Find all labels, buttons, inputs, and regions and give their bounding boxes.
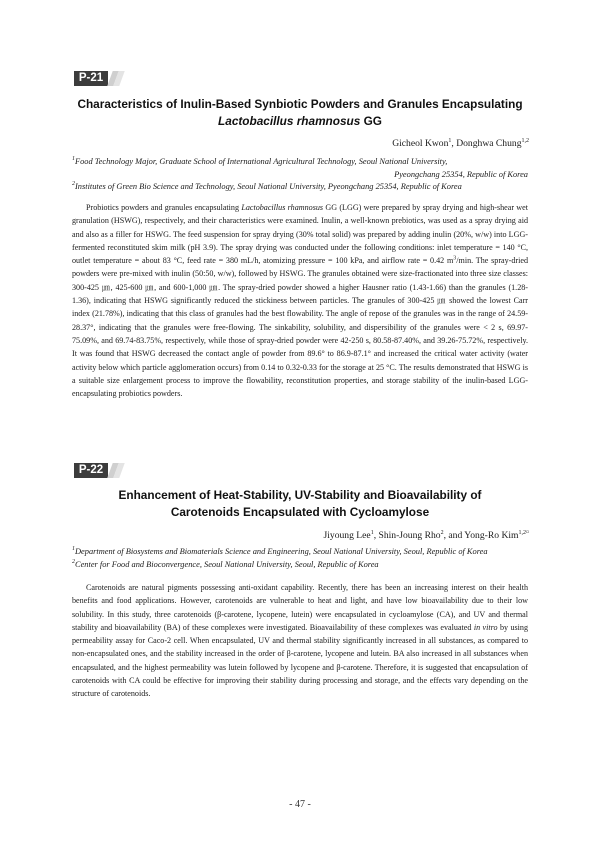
author-affiliation-mark: 1	[448, 137, 452, 144]
affiliation-text: Institutes of Green Bio Science and Technology, Seoul National University, Pyeongchang 25354, Republic of Korea	[75, 182, 462, 192]
affiliation-line	[72, 156, 528, 169]
superscript: 3	[453, 255, 457, 262]
affiliation-mark: 2	[72, 181, 75, 188]
affiliation-text: Department of Biosystems and Biomaterials Science and Engineering, Seoul National University, Seoul, Republic of Korea	[75, 547, 488, 556]
author-affiliation-mark: 1,2¤	[518, 529, 529, 536]
body-text: GG (LGG) were prepared by spray drying and high-shear wet granulation (HSWG), respectively, and their characteristics were examined. Inulin, a well-known prebiotics, was used as a spray drying aid and also as a filler for HSWG. The feed suspension for spray drying (30% total solid) was prepared by adding inulin (20%, w/w) into LGG-fermented reconstituted skim milk (pH 3.9). The spray drying was conducted under the following conditions: inlet temperature = 140 °C, outlet temperature = about 83 °C, feed rate = 380 mL/h, atomizing pressure = 100 kPa, and airflow rate = 0.42 m	[72, 203, 528, 266]
abstract-badge	[74, 463, 120, 478]
italic-term: Lactobacillus rhamnosus	[241, 203, 324, 212]
body-text: Carotenoids are natural pigments possessing anti-oxidant capability. Recently, there has been an increasing interest on their health benefits and food applications. However, carotenoids are vulnerable to heat and light, and have low bioavailability due to their low solubility. In this study, three carotenoids (β-carotene, lycopene, lutein) were encapsulated in cycloamylose (CA), and UV and thermal stability and bioavailability (BA) of these complexes were investigated. Bioavailability of these complexes was evaluated	[72, 583, 528, 632]
italic-term: in vitro	[473, 622, 498, 632]
body-text: by using permeability assay for Caco-2 cell. When encapsulated, UV and thermal stability significantly increased in all substances, as compared to non-encapsulated ones, and the stability increased in the order of β-carotene, lycopene and lutein. BA also increased in all substances when encapsulated, and the highest permeability was lutein followed by lycopene and β-carotene. Therefore, it is suggested that encapsulation of carotenoids with CA could be effective for improving their stability during processing and storage, and the effects vary depending on the structure of carotenoids.	[72, 622, 529, 699]
title-line	[60, 113, 540, 130]
author-list: Jiyoung Lee$^1$, Shin-Joung Rho$^2$, and Yong-Ro Kim$^{1,2¤}$	[323, 529, 529, 541]
affiliation-list	[72, 156, 528, 194]
affiliation-line	[72, 559, 528, 572]
abstract-body	[72, 581, 528, 701]
abstract-number: P-22	[78, 464, 104, 476]
author-affiliation-mark: 1	[370, 529, 374, 536]
author-affiliation-mark: 2	[440, 529, 444, 536]
affiliation-mark: 2	[72, 558, 75, 565]
abstract-number: P-21	[78, 72, 104, 84]
abstract-title	[60, 487, 540, 521]
affiliation-line	[72, 546, 528, 559]
affiliation-text: Center for Food and Bioconvergence, Seoul National University, Seoul, Republic of Korea	[75, 559, 379, 569]
author-name: Yong-Ro Kim	[464, 530, 519, 541]
affiliation-mark: 1	[72, 156, 75, 163]
title-line: Carotenoids Encapsulated with Cycloamylose	[170, 505, 430, 519]
author-name: Gicheol Kwon	[392, 138, 449, 149]
body-text: Probiotics powders and granules encapsulating	[86, 203, 242, 212]
author-name: Donghwa Chung	[456, 138, 522, 149]
author-name: Jiyoung Lee	[323, 530, 371, 541]
author-affiliation-mark: 1,2	[521, 137, 529, 144]
affiliation-line: Pyeongchang 25354, Republic of Korea	[394, 169, 528, 179]
author-list: Gicheol Kwon$^1$, Donghwa Chung$^{1,2}$	[392, 137, 529, 149]
title-line: Characteristics of Inulin-Based Synbiotic Powders and Granules Encapsulating	[77, 97, 523, 111]
author-name: Shin-Joung Rho	[378, 530, 441, 541]
abstract-badge	[74, 71, 120, 86]
abstract-body	[72, 201, 528, 400]
body-text: /min. The spray-dried powders were pre-mixed with inulin (50:50, w/w), followed by HSWG. The granules obtained were size-fractionated into three size classes: 300-425 ㎛, 425-600 ㎛, and 600-1,000 ㎛. The spray-dried powder showed a higher Hausner ratio (1.43-1.66) than the granules (1.28-1.36), indicating that HSWG significantly reduced the stickiness between particles. The granules of 300-425 ㎛ showed the lowest Carr index (21.78%), indicating that this class of granules had the best flowability. The angle of repose of the granules was in the range of 24.59-28.37°, indicating that the granules were free-flowing. The sinkability, solubility, and dispersibility of the granules were < 2 s, 69.97-75.09%, and 69.74-83.75%, respectively, while those of spray-dried powder were 42-250 s, 80.58-87.40%, and 39.26-75.72%, respectively. It was found that HSWG decreased the contact angle of powder from 89.6° to 86.9-87.1° and increased the critical water activity (water activity below which particle agglomeration occurs) from 0.14 to 0.32-0.33 for the storage at 25 °C. The results demonstrated that HSWG is a suitable size enlargement process to improve the flowability, reconstitution properties, and storage stability of the inulin-based LGG-encapsulating probiotics powders.	[72, 256, 528, 399]
affiliation-list	[72, 546, 528, 571]
abstract-title	[60, 96, 540, 130]
species-name: Lactobacillus rhamnosus	[218, 114, 361, 128]
affiliation-line	[72, 181, 528, 194]
affiliation-text: Food Technology Major, Graduate School of International Agricultural Technology, Seoul National University,	[75, 157, 448, 166]
page-number: - 47 -	[289, 799, 311, 810]
title-line: Enhancement of Heat-Stability, UV-Stability and Bioavailability of	[118, 488, 482, 502]
title-suffix: GG	[360, 114, 382, 128]
affiliation-mark: 1	[72, 546, 75, 553]
